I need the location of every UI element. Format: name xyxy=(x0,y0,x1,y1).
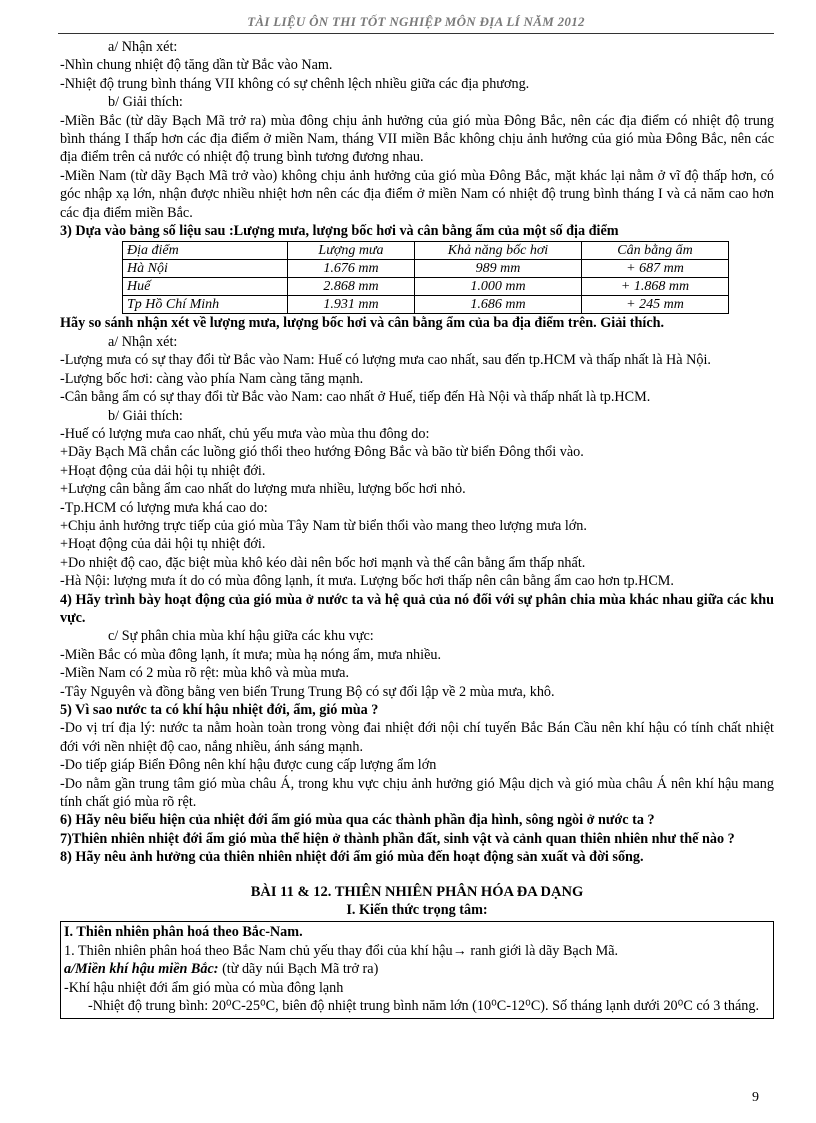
page-header: TÀI LIỆU ÔN THI TỐT NGHIỆP MÔN ĐỊA LÍ NĂM 2012 xyxy=(247,14,585,29)
paragraph: -Nhìn chung nhiệt độ tăng dần từ Bắc vào Nam. xyxy=(60,57,333,74)
paragraph xyxy=(64,960,770,978)
paragraph: -Lượng bốc hơi: càng vào phía Nam càng tăng mạnh. xyxy=(60,370,364,387)
question-3-ask: Hãy so sánh nhận xét về lượng mưa, lượng bốc hơi và cân bằng ẩm của ba địa điểm trên. Giải thích. xyxy=(60,315,665,332)
table-header-cell: Khả năng bốc hơi xyxy=(415,242,582,260)
arrow-icon: → xyxy=(452,942,467,959)
paragraph: +Chịu ảnh hưởng trực tiếp của gió mùa Tây Nam từ biển thổi vào mang theo lượng mưa lớn. xyxy=(60,517,587,534)
table-cell: Huế xyxy=(123,278,288,296)
question-6: 6) Hãy nêu biểu hiện của nhiệt đới ẩm gió mùa qua các thành phần địa hình, sông ngòi ở nước ta ? xyxy=(60,812,655,829)
table-cell: Tp Hồ Chí Minh xyxy=(123,296,288,314)
paragraph: -Do tiếp giáp Biển Đông nên khí hậu được cung cấp lượng ẩm lớn xyxy=(60,757,437,774)
paragraph: -Huế có lượng mưa cao nhất, chủ yếu mưa vào mùa thu đông do: xyxy=(60,425,430,442)
question-5: 5) Vì sao nước ta có khí hậu nhiệt đới, ẩm, gió mùa ? xyxy=(60,702,379,718)
table-row xyxy=(123,260,729,278)
table-header-cell: Cân bằng ẩm xyxy=(582,242,729,260)
table-header-cell: Lượng mưa xyxy=(288,242,415,260)
table-cell: 1.931 mm xyxy=(288,296,415,314)
paragraph: -Miền Bắc (từ dãy Bạch Mã trở ra) mùa đông chịu ảnh hưởng của gió mùa Đông Bắc, nên các địa điểm có nhiệt độ trung bình tháng I thấp hơn các địa điểm ở miền Nam, tháng VII miền Bắc không chịu ảnh hưởng của gió mùa Đông Bắc, nên các địa điểm trên cả nước có nhiệt độ trung bình tương đương nhau. xyxy=(60,112,774,166)
answer-label: a/ Nhận xét: xyxy=(108,39,178,55)
box-line-text: 1. Thiên nhiên phân hoá theo Bắc Nam chủ yếu thay đổi của khí hậu xyxy=(64,942,453,959)
table-cell: 1.000 mm xyxy=(415,278,582,296)
table-cell: 2.868 mm xyxy=(288,278,415,296)
table-cell: Hà Nội xyxy=(123,260,288,278)
paragraph: -Tp.HCM có lượng mưa khá cao do: xyxy=(60,499,268,516)
table-cell: 1.686 mm xyxy=(415,296,582,314)
paragraph: -Hà Nội: lượng mưa ít do có mùa đông lạnh, ít mưa. Lượng bốc hơi thấp nên cân bằng ẩm cao hơn tp.HCM. xyxy=(60,573,674,590)
answer-label: b/ Giải thích: xyxy=(108,407,183,424)
header-divider xyxy=(58,33,774,34)
box-title: I. Thiên nhiên phân hoá theo Bắc-Nam. xyxy=(64,924,303,941)
answer-label: b/ Giải thích: xyxy=(108,94,183,111)
paragraph xyxy=(64,942,770,960)
page-content xyxy=(60,38,774,1019)
table-header-row xyxy=(123,242,729,260)
paragraph: -Nhiệt độ trung bình tháng VII không có sự chênh lệch nhiều giữa các địa phương. xyxy=(60,75,530,92)
paragraph: -Miền Bắc có mùa đông lạnh, ít mưa; mùa hạ nóng ẩm, mưa nhiều. xyxy=(60,646,442,663)
question-7: 7)Thiên nhiên nhiệt đới ẩm gió mùa thể hiện ở thành phần đất, sinh vật và cảnh quan thiên nhiên như thế nào ? xyxy=(60,830,735,847)
paragraph: -Tây Nguyên và đồng bằng ven biển Trung Trung Bộ có sự đối lập về 2 mùa mưa, khô. xyxy=(60,683,555,700)
climate-table xyxy=(122,241,729,314)
key-knowledge-box xyxy=(60,921,774,1018)
paragraph: +Do nhiệt độ cao, đặc biệt mùa khô kéo dài nên bốc hơi mạnh và thế cân bằng ẩm thấp nhất. xyxy=(60,554,586,571)
question-3: 3) Dựa vào bảng số liệu sau :Lượng mưa, lượng bốc hơi và cân bằng ẩm của một số địa điểm xyxy=(60,223,619,240)
box-line-text: (từ dãy núi Bạch Mã trở ra) xyxy=(218,961,379,978)
table-cell: 989 mm xyxy=(415,260,582,278)
paragraph: +Hoạt động của dải hội tụ nhiệt đới. xyxy=(60,536,266,553)
paragraph: +Dãy Bạch Mã chắn các luồng gió thổi theo hướng Đông Bắc và bão từ biển Đông thổi vào. xyxy=(60,444,584,461)
paragraph: -Miền Nam (từ dãy Bạch Mã trở vào) không chịu ảnh hưởng của gió mùa Đông Bắc, mặt khác lại nằm ở vĩ độ thấp hơn, có góc nhập xạ lớn, nhận được nhiều nhiệt hơn nên các địa điểm ở miền Nam có nhiệt độ trung bình tháng I và cả năm cao hơn các địa điểm miền Bắc. xyxy=(60,167,774,221)
paragraph: -Miền Nam có 2 mùa rõ rệt: mùa khô và mùa mưa. xyxy=(60,665,349,682)
lesson-title: BÀI 11 & 12. THIÊN NHIÊN PHÂN HÓA ĐA DẠNG xyxy=(250,883,584,900)
subsection-heading: a/Miền khí hậu miền Bắc: xyxy=(64,961,219,978)
paragraph: +Hoạt động của dải hội tụ nhiệt đới. xyxy=(60,462,266,479)
paragraph: -Nhiệt độ trung bình: 20⁰C-25⁰C, biên độ nhiệt trung bình năm lớn (10⁰C-12⁰C). Số tháng lạnh dưới 20⁰C có 3 tháng. xyxy=(88,998,759,1015)
paragraph: +Lượng cân bằng ẩm cao nhất do lượng mưa nhiều, lượng bốc hơi nhỏ. xyxy=(60,481,466,498)
table-row xyxy=(123,296,729,314)
answer-label: c/ Sự phân chia mùa khí hậu giữa các khu vực: xyxy=(108,628,374,645)
table-cell: + 245 mm xyxy=(582,296,729,314)
paragraph: -Khí hậu nhiệt đới ẩm gió mùa có mùa đông lạnh xyxy=(64,979,344,996)
question-4: 4) Hãy trình bày hoạt động của gió mùa ở nước ta và hệ quả của nó đối với sự phân chia mùa khác nhau giữa các khu vực. xyxy=(60,591,774,626)
paragraph: -Do nằm gần trung tâm gió mùa châu Á, trong khu vực chịu ảnh hưởng gió Mậu dịch và gió mùa châu Á nên khí hậu mang tính chất gió mùa rõ rệt. xyxy=(60,775,774,811)
box-line-text: ranh giới là dãy Bạch Mã. xyxy=(466,942,619,959)
table-row xyxy=(123,278,729,296)
table-cell: + 1.868 mm xyxy=(582,278,729,296)
lesson-subtitle: I. Kiến thức trọng tâm: xyxy=(346,902,488,919)
table-header-cell: Địa điểm xyxy=(123,242,288,260)
table-cell: 1.676 mm xyxy=(288,260,415,278)
paragraph: -Cân bằng ẩm có sự thay đổi từ Bắc vào Nam: cao nhất ở Huế, tiếp đến Hà Nội và thấp nhất là tp.HCM. xyxy=(60,389,651,406)
table-cell: + 687 mm xyxy=(582,260,729,278)
question-8: 8) Hãy nêu ảnh hưởng của thiên nhiên nhiệt đới ẩm gió mùa đến hoạt động sản xuất và đời sống. xyxy=(60,849,644,866)
paragraph: -Do vị trí địa lý: nước ta nằm hoàn toàn trong vòng đai nhiệt đới nội chí tuyến Bắc Bán Cầu nên khí hậu có tính chất nhiệt đới với nền nhiệt độ cao, nắng nhiều, ánh sáng mạnh. xyxy=(60,720,774,755)
paragraph: -Lượng mưa có sự thay đổi từ Bắc vào Nam: Huế có lượng mưa cao nhất, sau đến tp.HCM và thấp nhất là Hà Nội. xyxy=(60,352,711,369)
answer-label: a/ Nhận xét: xyxy=(108,333,178,350)
page-number: 9 xyxy=(752,1090,759,1105)
